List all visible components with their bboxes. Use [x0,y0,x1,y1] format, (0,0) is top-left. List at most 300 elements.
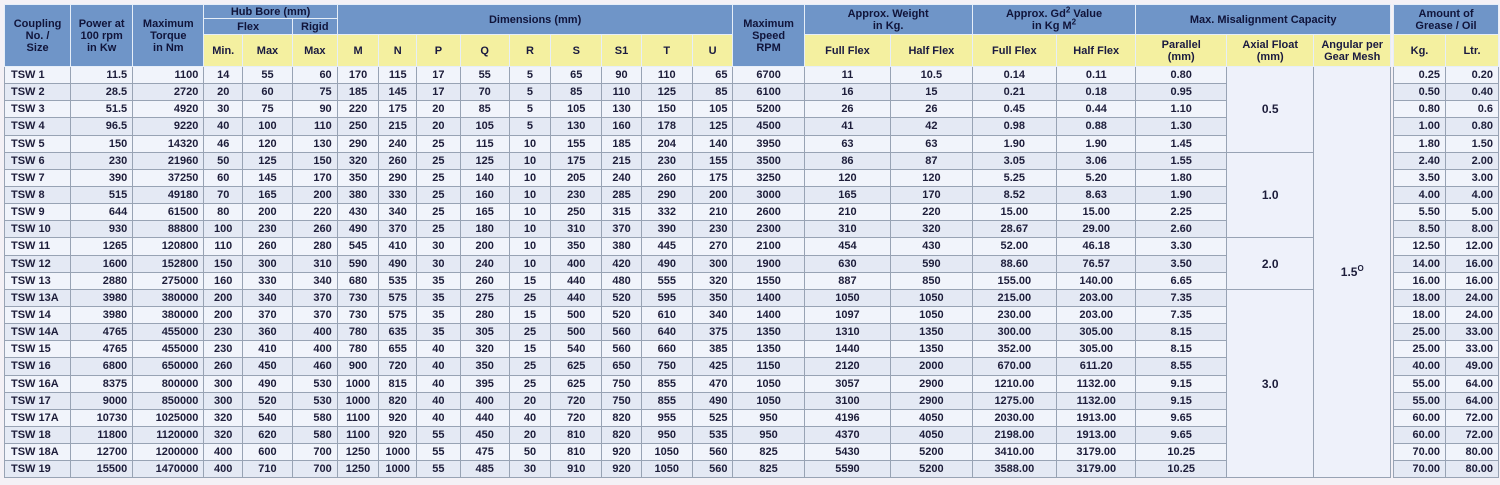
header-gd2-half-flex: Half Flex [1057,35,1136,67]
cell-dim-r: 5 [509,118,551,135]
cell-dim-q: 350 [460,358,509,375]
cell-dim-m: 350 [337,169,379,186]
cell-max-speed: 1350 [733,341,804,358]
cell-hub-min: 300 [204,375,243,392]
cell-dim-q: 115 [460,135,509,152]
cell-gd2-half-flex: 3.06 [1057,152,1136,169]
cell-rigid-max: 460 [292,358,337,375]
cell-axial-float: 3.0 [1226,289,1314,478]
cell-dim-q: 240 [460,255,509,272]
cell-gd2-half-flex: 1913.00 [1057,409,1136,426]
cell-dim-p: 17 [417,67,461,84]
cell-gd2-half-flex: 76.57 [1057,255,1136,272]
cell-dim-r: 15 [509,341,551,358]
cell-dim-s1: 560 [602,341,642,358]
cell-dim-m: 430 [337,204,379,221]
table-row [5,204,1391,221]
cell-power: 11.5 [71,67,133,84]
cell-gd2-half-flex: 3179.00 [1057,461,1136,478]
cell-power: 930 [71,221,133,238]
cell-dim-r: 25 [509,358,551,375]
grease-row [1394,358,1499,375]
header-grease: Amount of Grease / Oil [1394,5,1499,35]
cell-grease-kg: 25.00 [1394,324,1446,341]
cell-dim-r: 50 [509,444,551,461]
cell-axial-float: 0.5 [1226,67,1314,153]
cell-parallel: 9.15 [1136,392,1227,409]
cell-weight-full-flex: 4370 [804,426,890,443]
cell-dim-s1: 480 [602,272,642,289]
cell-torque: 1470000 [133,461,204,478]
cell-dim-r: 15 [509,272,551,289]
cell-dim-s: 65 [551,67,602,84]
cell-gd2-full-flex: 1210.00 [972,375,1056,392]
cell-dim-p: 40 [417,392,461,409]
header-dim-t: T [641,35,692,67]
cell-dim-s: 400 [551,255,602,272]
cell-dim-m: 680 [337,272,379,289]
cell-grease-ltr: 3.00 [1446,169,1499,186]
cell-dim-n: 1000 [379,461,417,478]
cell-hub-min: 230 [204,324,243,341]
cell-weight-half-flex: 5200 [891,444,972,461]
cell-dim-p: 40 [417,375,461,392]
cell-dim-p: 25 [417,152,461,169]
cell-grease-kg: 25.00 [1394,341,1446,358]
cell-grease-kg: 8.50 [1394,221,1446,238]
cell-dim-m: 1100 [337,426,379,443]
cell-hub-max: 60 [243,84,293,101]
cell-dim-n: 655 [379,341,417,358]
cell-parallel: 3.50 [1136,255,1227,272]
cell-dim-n: 920 [379,409,417,426]
grease-row [1394,186,1499,203]
cell-rigid-max: 60 [292,67,337,84]
cell-hub-min: 50 [204,152,243,169]
cell-dim-n: 575 [379,289,417,306]
cell-max-speed: 3250 [733,169,804,186]
cell-parallel: 0.95 [1136,84,1227,101]
cell-hub-max: 360 [243,324,293,341]
table-row [5,324,1391,341]
cell-dim-u: 490 [692,392,733,409]
cell-gd2-half-flex: 0.88 [1057,118,1136,135]
cell-dim-n: 370 [379,221,417,238]
cell-dim-t: 230 [641,152,692,169]
cell-parallel: 1.45 [1136,135,1227,152]
cell-max-speed: 2300 [733,221,804,238]
cell-gd2-full-flex: 28.67 [972,221,1056,238]
cell-power: 51.5 [71,101,133,118]
cell-hub-min: 150 [204,255,243,272]
table-row [5,306,1391,323]
cell-grease-kg: 60.00 [1394,409,1446,426]
cell-grease-ltr: 80.00 [1446,444,1499,461]
cell-weight-half-flex: 170 [891,186,972,203]
cell-gd2-full-flex: 3588.00 [972,461,1056,478]
grease-row [1394,84,1499,101]
cell-dim-r: 5 [509,67,551,84]
cell-hub-min: 230 [204,341,243,358]
header-weight-full-flex: Full Flex [804,35,890,67]
cell-dim-m: 1250 [337,444,379,461]
cell-power: 644 [71,204,133,221]
cell-dim-s: 720 [551,392,602,409]
cell-gd2-half-flex: 305.00 [1057,324,1136,341]
cell-torque: 14320 [133,135,204,152]
cell-dim-t: 1050 [641,461,692,478]
cell-grease-ltr: 0.40 [1446,84,1499,101]
cell-torque: 650000 [133,358,204,375]
cell-dim-t: 855 [641,392,692,409]
cell-weight-half-flex: 1050 [891,289,972,306]
cell-dim-s1: 920 [602,461,642,478]
cell-coupling-size: TSW 6 [5,152,71,169]
cell-dim-u: 200 [692,186,733,203]
cell-hub-min: 100 [204,221,243,238]
cell-weight-full-flex: 887 [804,272,890,289]
cell-dim-n: 340 [379,204,417,221]
cell-dim-q: 320 [460,341,509,358]
cell-gd2-full-flex: 215.00 [972,289,1056,306]
cell-coupling-size: TSW 14A [5,324,71,341]
cell-hub-min: 260 [204,358,243,375]
cell-dim-s: 350 [551,238,602,255]
cell-coupling-size: TSW 12 [5,255,71,272]
cell-hub-min: 400 [204,444,243,461]
cell-grease-kg: 4.00 [1394,186,1446,203]
cell-weight-full-flex: 5590 [804,461,890,478]
cell-weight-full-flex: 454 [804,238,890,255]
cell-max-speed: 2600 [733,204,804,221]
table-row [5,84,1391,101]
cell-dim-n: 240 [379,135,417,152]
cell-torque: 275000 [133,272,204,289]
cell-dim-u: 470 [692,375,733,392]
cell-weight-half-flex: 4050 [891,409,972,426]
cell-grease-kg: 1.80 [1394,135,1446,152]
cell-dim-r: 10 [509,186,551,203]
cell-dim-u: 65 [692,67,733,84]
header-dim-m: M [337,35,379,67]
cell-dim-s: 155 [551,135,602,152]
cell-dim-t: 640 [641,324,692,341]
cell-weight-half-flex: 1350 [891,324,972,341]
cell-dim-n: 175 [379,101,417,118]
cell-torque: 9220 [133,118,204,135]
header-angular: Angular per Gear Mesh [1314,35,1391,67]
cell-max-speed: 5200 [733,101,804,118]
cell-dim-p: 40 [417,358,461,375]
cell-hub-max: 165 [243,186,293,203]
cell-torque: 4920 [133,101,204,118]
cell-dim-p: 30 [417,238,461,255]
cell-coupling-size: TSW 10 [5,221,71,238]
cell-power: 8375 [71,375,133,392]
cell-torque: 380000 [133,306,204,323]
cell-dim-n: 145 [379,84,417,101]
cell-weight-full-flex: 16 [804,84,890,101]
cell-dim-q: 260 [460,272,509,289]
cell-coupling-size: TSW 17A [5,409,71,426]
cell-dim-s1: 650 [602,358,642,375]
cell-dim-r: 20 [509,426,551,443]
grease-oil-table [1393,4,1499,478]
cell-rigid-max: 400 [292,341,337,358]
cell-hub-max: 230 [243,221,293,238]
cell-dim-s1: 380 [602,238,642,255]
cell-coupling-size: TSW 2 [5,84,71,101]
header-axial-float: Axial Float (mm) [1226,35,1314,67]
cell-rigid-max: 130 [292,135,337,152]
cell-gd2-full-flex: 5.25 [972,169,1056,186]
cell-weight-full-flex: 120 [804,169,890,186]
cell-dim-m: 170 [337,67,379,84]
cell-max-speed: 1400 [733,289,804,306]
cell-parallel: 2.25 [1136,204,1227,221]
header-max: Max [243,35,293,67]
cell-dim-m: 1000 [337,392,379,409]
cell-hub-max: 260 [243,238,293,255]
cell-dim-p: 25 [417,221,461,238]
cell-dim-s: 175 [551,152,602,169]
cell-grease-ltr: 2.00 [1446,152,1499,169]
header-dim-n: N [379,35,417,67]
cell-weight-full-flex: 3057 [804,375,890,392]
cell-rigid-max: 150 [292,152,337,169]
cell-dim-p: 25 [417,204,461,221]
cell-hub-min: 200 [204,306,243,323]
cell-weight-full-flex: 1050 [804,289,890,306]
cell-hub-min: 60 [204,169,243,186]
header-parallel: Parallel (mm) [1136,35,1227,67]
cell-rigid-max: 700 [292,444,337,461]
cell-dim-s: 500 [551,306,602,323]
cell-weight-half-flex: 42 [891,118,972,135]
cell-dim-m: 290 [337,135,379,152]
cell-dim-r: 5 [509,101,551,118]
grease-row [1394,67,1499,84]
cell-weight-full-flex: 1310 [804,324,890,341]
table-row [5,255,1391,272]
cell-dim-s1: 185 [602,135,642,152]
cell-hub-min: 40 [204,118,243,135]
cell-dim-s1: 315 [602,204,642,221]
cell-dim-n: 815 [379,375,417,392]
cell-grease-ltr: 33.00 [1446,324,1499,341]
cell-dim-u: 85 [692,84,733,101]
cell-dim-t: 445 [641,238,692,255]
cell-dim-u: 375 [692,324,733,341]
cell-dim-m: 900 [337,358,379,375]
cell-parallel: 9.65 [1136,426,1227,443]
grease-row [1394,169,1499,186]
cell-dim-u: 125 [692,118,733,135]
cell-dim-s1: 240 [602,169,642,186]
cell-dim-m: 730 [337,306,379,323]
cell-dim-s1: 90 [602,67,642,84]
cell-grease-kg: 2.40 [1394,152,1446,169]
cell-dim-u: 560 [692,461,733,478]
cell-gd2-full-flex: 300.00 [972,324,1056,341]
cell-gd2-half-flex: 611.20 [1057,358,1136,375]
cell-gd2-half-flex: 0.11 [1057,67,1136,84]
cell-hub-max: 330 [243,272,293,289]
cell-dim-s: 205 [551,169,602,186]
cell-max-speed: 1050 [733,375,804,392]
cell-torque: 455000 [133,324,204,341]
cell-hub-max: 55 [243,67,293,84]
cell-dim-u: 350 [692,289,733,306]
cell-weight-half-flex: 4050 [891,426,972,443]
cell-power: 1265 [71,238,133,255]
cell-torque: 61500 [133,204,204,221]
cell-dim-s: 810 [551,426,602,443]
cell-gd2-half-flex: 1132.00 [1057,375,1136,392]
cell-dim-r: 25 [509,324,551,341]
cell-dim-t: 390 [641,221,692,238]
grease-row [1394,135,1499,152]
cell-torque: 2720 [133,84,204,101]
cell-dim-q: 55 [460,67,509,84]
cell-gd2-half-flex: 3179.00 [1057,444,1136,461]
cell-parallel: 0.80 [1136,67,1227,84]
cell-coupling-size: TSW 14 [5,306,71,323]
cell-weight-full-flex: 1440 [804,341,890,358]
cell-dim-s: 500 [551,324,602,341]
cell-torque: 1200000 [133,444,204,461]
cell-max-speed: 1350 [733,324,804,341]
cell-weight-half-flex: 15 [891,84,972,101]
cell-dim-q: 180 [460,221,509,238]
header-gd2-full-flex: Full Flex [972,35,1056,67]
grease-row [1394,392,1499,409]
cell-power: 150 [71,135,133,152]
cell-grease-ltr: 72.00 [1446,426,1499,443]
cell-max-speed: 1900 [733,255,804,272]
cell-dim-t: 750 [641,358,692,375]
cell-coupling-size: TSW 16A [5,375,71,392]
header-power: Power at 100 rpm in Kw [71,5,133,67]
cell-dim-s1: 420 [602,255,642,272]
cell-dim-q: 485 [460,461,509,478]
cell-gd2-full-flex: 670.00 [972,358,1056,375]
cell-dim-p: 55 [417,426,461,443]
cell-dim-p: 25 [417,169,461,186]
cell-dim-q: 125 [460,152,509,169]
cell-dim-t: 950 [641,426,692,443]
cell-coupling-size: TSW 18A [5,444,71,461]
header-grease-kg: Kg. [1394,35,1446,67]
cell-dim-s: 625 [551,375,602,392]
cell-weight-half-flex: 320 [891,221,972,238]
cell-dim-s1: 215 [602,152,642,169]
cell-coupling-size: TSW 16 [5,358,71,375]
cell-parallel: 10.25 [1136,461,1227,478]
cell-rigid-max: 530 [292,375,337,392]
cell-weight-half-flex: 590 [891,255,972,272]
cell-gd2-full-flex: 0.45 [972,101,1056,118]
cell-dim-q: 400 [460,392,509,409]
cell-power: 4765 [71,341,133,358]
cell-grease-ltr: 16.00 [1446,272,1499,289]
cell-torque: 455000 [133,341,204,358]
cell-weight-full-flex: 41 [804,118,890,135]
cell-gd2-full-flex: 52.00 [972,238,1056,255]
cell-power: 96.5 [71,118,133,135]
cell-dim-m: 320 [337,152,379,169]
cell-hub-max: 540 [243,409,293,426]
cell-dim-s1: 820 [602,409,642,426]
cell-weight-half-flex: 63 [891,135,972,152]
cell-dim-q: 305 [460,324,509,341]
cell-max-speed: 950 [733,426,804,443]
cell-dim-r: 25 [509,375,551,392]
cell-dim-t: 855 [641,375,692,392]
coupling-spec-table [4,4,1391,478]
cell-dim-n: 490 [379,255,417,272]
cell-gd2-half-flex: 305.00 [1057,341,1136,358]
cell-dim-t: 555 [641,272,692,289]
cell-parallel: 8.15 [1136,341,1227,358]
table-row [5,289,1391,306]
cell-dim-m: 730 [337,289,379,306]
cell-weight-half-flex: 120 [891,169,972,186]
table-row [5,238,1391,255]
cell-torque: 21960 [133,152,204,169]
header-flex: Flex [204,19,293,35]
cell-dim-u: 105 [692,101,733,118]
cell-gd2-full-flex: 0.21 [972,84,1056,101]
grease-row [1394,238,1499,255]
cell-max-speed: 4500 [733,118,804,135]
cell-grease-ltr: 16.00 [1446,255,1499,272]
cell-dim-s1: 520 [602,306,642,323]
cell-grease-kg: 5.50 [1394,204,1446,221]
cell-gd2-half-flex: 1.90 [1057,135,1136,152]
header-dim-q: Q [460,35,509,67]
cell-dim-s1: 110 [602,84,642,101]
cell-coupling-size: TSW 13A [5,289,71,306]
cell-weight-full-flex: 4196 [804,409,890,426]
cell-rigid-max: 90 [292,101,337,118]
cell-power: 15500 [71,461,133,478]
cell-weight-full-flex: 1097 [804,306,890,323]
cell-dim-n: 635 [379,324,417,341]
cell-grease-ltr: 8.00 [1446,221,1499,238]
cell-coupling-size: TSW 11 [5,238,71,255]
cell-dim-s1: 750 [602,375,642,392]
grease-row [1394,306,1499,323]
cell-dim-t: 260 [641,169,692,186]
cell-gd2-full-flex: 352.00 [972,341,1056,358]
cell-torque: 850000 [133,392,204,409]
cell-dim-r: 30 [509,461,551,478]
cell-power: 10730 [71,409,133,426]
cell-grease-ltr: 0.6 [1446,101,1499,118]
cell-parallel: 3.30 [1136,238,1227,255]
cell-rigid-max: 170 [292,169,337,186]
cell-rigid-max: 370 [292,306,337,323]
cell-torque: 37250 [133,169,204,186]
cell-hub-min: 30 [204,101,243,118]
cell-dim-t: 595 [641,289,692,306]
cell-dim-t: 660 [641,341,692,358]
cell-dim-u: 385 [692,341,733,358]
cell-dim-s1: 560 [602,324,642,341]
angular-value: 1.5 [1340,265,1358,280]
table-row [5,152,1391,169]
